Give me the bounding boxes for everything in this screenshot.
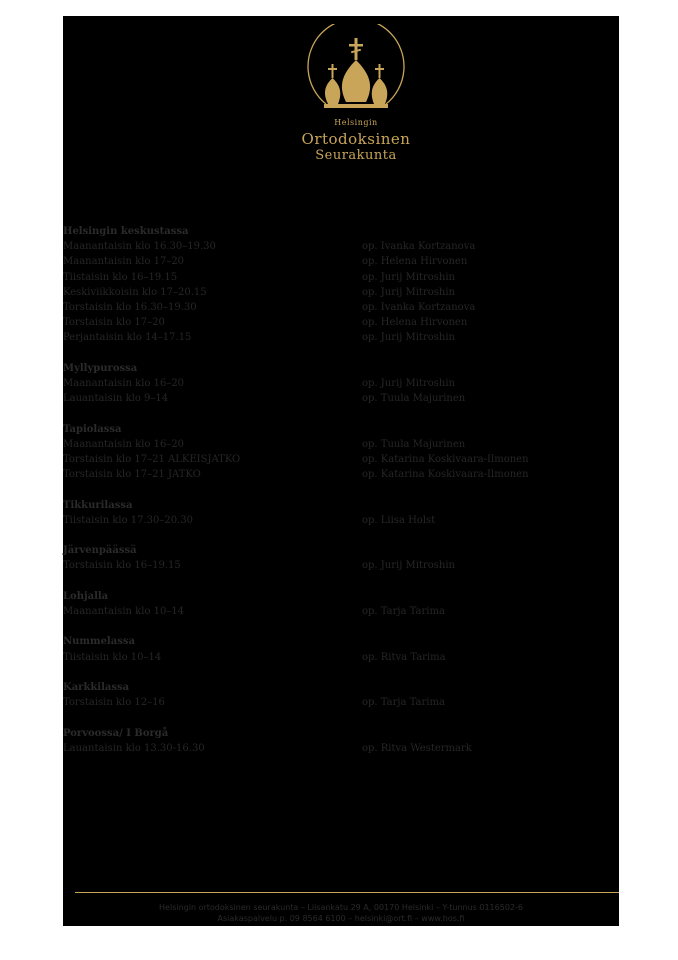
schedule-row (63, 254, 583, 269)
schedule-row (63, 650, 583, 665)
row-time: Tiistaisin klo 10–14 (63, 651, 162, 663)
row-time: Lauantaisin klo 9–14 (63, 393, 169, 405)
footer-divider (75, 892, 619, 893)
row-teacher: op. Ivanka Kortzanova (362, 302, 476, 314)
schedule-row (63, 558, 583, 573)
section-title: Myllypurossa (63, 362, 138, 374)
schedule-row (63, 285, 583, 300)
row-teacher: op. Tuula Majurinen (362, 393, 466, 405)
section-helsinki-center (63, 224, 583, 346)
row-time: Maanantaisin klo 16–20 (63, 438, 185, 450)
row-teacher: op. Katarina Koskivaara-Ilmonen (362, 469, 529, 481)
row-time: Torstaisin klo 17–21 ALKEISJATKO (63, 454, 241, 466)
section-porvoo (63, 726, 583, 756)
row-teacher: op. Tarja Tarima (362, 697, 445, 709)
section-nummela (63, 634, 583, 664)
row-time: Torstaisin klo 17–21 JATKO (63, 469, 201, 481)
row-teacher: op. Liisa Holst (362, 514, 436, 526)
schedule-row (63, 315, 583, 330)
row-time: Maanantaisin klo 16.30–19.30 (63, 241, 216, 253)
row-time: Torstaisin klo 17–20 (63, 317, 165, 329)
row-time: Keskiviikkoisin klo 17–20.15 (63, 286, 207, 298)
row-time: Maanantaisin klo 16–20 (63, 378, 185, 390)
row-time: Tiistaisin klo 16–19.15 (63, 271, 178, 283)
section-title: Lohjalla (63, 590, 109, 602)
logo-text-seurakunta: Seurakunta (315, 148, 397, 163)
schedule-row (63, 437, 583, 452)
schedule-row (63, 604, 583, 619)
row-teacher: op. Ritva Tarima (362, 651, 446, 663)
footer-contact: Asiakaspalvelu p. 09 8564 6100 – helsinki@ort.fi – www.hos.fi (217, 914, 465, 923)
row-time: Maanantaisin klo 10–14 (63, 606, 185, 617)
section-tikkurila (63, 498, 583, 528)
row-teacher: op. Tarja Tarima (362, 606, 445, 617)
row-teacher: op. Tuula Majurinen (362, 438, 466, 450)
section-myllypuro (63, 361, 583, 407)
section-title: Tapiolassa (63, 423, 122, 435)
section-title: Järvenpäässä (63, 545, 137, 557)
row-time: Torstaisin klo 12–16 (63, 697, 165, 709)
row-time: Lauantaisin klo 13.30-16.30 (63, 742, 205, 754)
schedule-row (63, 452, 583, 467)
schedule-row (63, 270, 583, 285)
row-time: Torstaisin klo 16–19.15 (63, 560, 181, 572)
section-title: Karkkilassa (63, 681, 130, 693)
logo-text-ortodoksinen: Ortodoksinen (301, 130, 411, 148)
schedule-row (63, 239, 583, 254)
row-teacher: op. Jurij Mitroshin (362, 378, 455, 390)
row-time: Torstaisin klo 16.30–19.30 (63, 302, 197, 314)
schedule-row (63, 300, 583, 315)
schedule-row (63, 376, 583, 391)
schedule-row (63, 467, 583, 482)
section-title: Tikkurilassa (63, 499, 133, 511)
row-teacher: op. Helena Hirvonen (362, 317, 468, 329)
row-teacher: op. Ritva Westermark (362, 742, 472, 754)
row-teacher: op. Jurij Mitroshin (362, 271, 455, 283)
section-karkkila (63, 680, 583, 710)
section-jarvenpaa (63, 543, 583, 573)
parish-logo (296, 24, 416, 169)
row-teacher: op. Jurij Mitroshin (362, 286, 455, 298)
row-time: Perjantaisin klo 14–17.15 (63, 332, 192, 344)
row-teacher: op. Helena Hirvonen (362, 256, 468, 268)
document-page (63, 16, 619, 926)
section-title: Helsingin keskustassa (63, 226, 189, 237)
schedule-row (63, 513, 583, 528)
section-tapiola (63, 422, 583, 483)
row-teacher: op. Katarina Koskivaara-Ilmonen (362, 454, 529, 466)
section-title: Porvoossa/ I Borgå (63, 727, 169, 739)
section-title: Nummelassa (63, 636, 135, 648)
section-lohja (63, 589, 583, 619)
footer (63, 902, 619, 924)
footer-address: Helsingin ortodoksinen seurakunta – Liisankatu 29 A, 00170 Helsinki – Y-tunnus 0116502-6 (159, 903, 523, 912)
schedule-list (63, 224, 583, 771)
row-teacher: op. Jurij Mitroshin (362, 560, 455, 572)
row-teacher: op. Jurij Mitroshin (362, 332, 455, 344)
schedule-row (63, 330, 583, 345)
schedule-row (63, 391, 583, 406)
row-time: Tiistaisin klo 17.30–20.30 (63, 514, 194, 526)
church-domes-icon (304, 24, 408, 116)
row-teacher: op. Ivanka Kortzanova (362, 241, 476, 253)
row-time: Maanantaisin klo 17–20 (63, 256, 185, 268)
schedule-row (63, 695, 583, 710)
schedule-row (63, 741, 583, 756)
logo-text-helsingin: Helsingin (334, 118, 378, 127)
